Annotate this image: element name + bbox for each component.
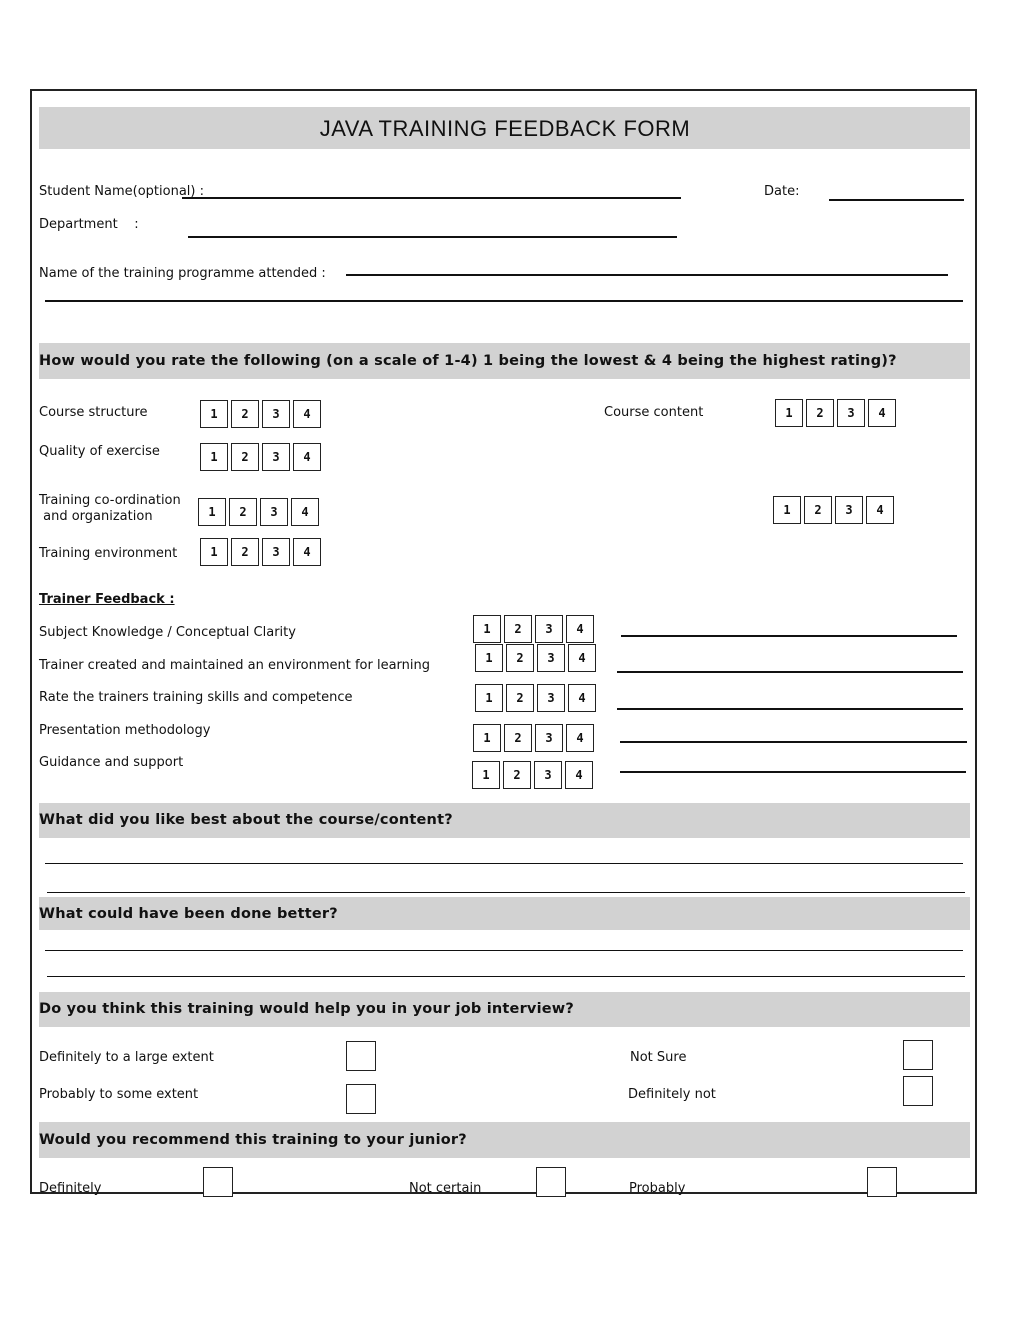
programme-field-line2[interactable] <box>45 300 963 302</box>
rating-option-4[interactable]: 4 <box>866 496 894 524</box>
extra-rating <box>773 496 894 524</box>
rating-option-2[interactable]: 2 <box>231 400 259 428</box>
course-content-label: Course content <box>604 405 704 420</box>
recommend-option-label: Not certain <box>409 1181 482 1196</box>
rating-option-3[interactable]: 3 <box>534 761 562 789</box>
rating-option-1[interactable]: 1 <box>200 400 228 428</box>
recommend-probably-checkbox[interactable] <box>867 1167 897 1197</box>
course-content-rating <box>775 399 896 427</box>
rating-heading: How would you rate the following (on a scale of 1-4) 1 being the lowest & 4 being the highest rating)? <box>39 353 897 369</box>
student-name-label: Student Name(optional) : <box>39 184 205 199</box>
rating-option-2[interactable]: 2 <box>503 761 531 789</box>
rating-option-1[interactable]: 1 <box>773 496 801 524</box>
coordination-label-line1: Training co-ordination <box>39 493 181 508</box>
rating-option-2[interactable]: 2 <box>506 684 534 712</box>
rating-option-2[interactable]: 2 <box>504 724 532 752</box>
rating-option-4[interactable]: 4 <box>293 400 321 428</box>
rating-option-4[interactable]: 4 <box>293 538 321 566</box>
rating-option-1[interactable]: 1 <box>472 761 500 789</box>
rating-option-4[interactable]: 4 <box>293 443 321 471</box>
rating-option-3[interactable]: 3 <box>262 538 290 566</box>
programme-label: Name of the training programme attended : <box>39 266 326 281</box>
rating-option-1[interactable]: 1 <box>475 644 503 672</box>
rating-option-4[interactable]: 4 <box>565 761 593 789</box>
recommend-option-label: Definitely <box>39 1181 102 1196</box>
rating-option-3[interactable]: 3 <box>535 615 563 643</box>
done-better-field-line1[interactable] <box>45 950 963 951</box>
recommend-not-certain-checkbox[interactable] <box>536 1167 566 1197</box>
rating-option-4[interactable]: 4 <box>568 684 596 712</box>
recommend-option-label: Probably <box>629 1181 686 1196</box>
date-label: Date: <box>764 184 800 199</box>
form-title: JAVA TRAINING FEEDBACK FORM <box>319 116 691 141</box>
done-better-heading: What could have been done better? <box>39 906 338 922</box>
rating-option-4[interactable]: 4 <box>291 498 319 526</box>
trainer-comment-field[interactable] <box>620 741 967 743</box>
liked-best-field-line1[interactable] <box>45 863 963 864</box>
rating-option-1[interactable]: 1 <box>200 443 228 471</box>
course-structure-rating <box>200 400 321 428</box>
rating-option-3[interactable]: 3 <box>837 399 865 427</box>
rating-option-3[interactable]: 3 <box>835 496 863 524</box>
rating-option-4[interactable]: 4 <box>568 644 596 672</box>
trainer-comment-field[interactable] <box>617 708 963 710</box>
quality-exercise-rating <box>200 443 321 471</box>
quality-exercise-label: Quality of exercise <box>39 444 160 459</box>
coordination-rating <box>198 498 319 526</box>
rating-option-3[interactable]: 3 <box>535 724 563 752</box>
trainer-item-rating <box>472 761 593 789</box>
rating-option-3[interactable]: 3 <box>537 644 565 672</box>
rating-option-1[interactable]: 1 <box>200 538 228 566</box>
rating-option-1[interactable]: 1 <box>473 724 501 752</box>
interview-heading: Do you think this training would help you in your job interview? <box>39 1001 574 1017</box>
trainer-item-label: Subject Knowledge / Conceptual Clarity <box>39 625 296 640</box>
rating-option-2[interactable]: 2 <box>506 644 534 672</box>
trainer-item-label: Rate the trainers training skills and competence <box>39 690 353 705</box>
trainer-comment-field[interactable] <box>621 635 957 637</box>
course-structure-label: Course structure <box>39 405 148 420</box>
recommend-definitely-checkbox[interactable] <box>203 1167 233 1197</box>
programme-field[interactable] <box>346 274 948 276</box>
trainer-item-label: Presentation methodology <box>39 723 211 738</box>
coordination-label-line2: and organization <box>39 509 153 524</box>
trainer-comment-field[interactable] <box>620 771 966 773</box>
trainer-feedback-heading: Trainer Feedback : <box>39 592 175 607</box>
trainer-item-rating <box>475 644 596 672</box>
rating-option-2[interactable]: 2 <box>804 496 832 524</box>
environment-rating <box>200 538 321 566</box>
rating-option-1[interactable]: 1 <box>198 498 226 526</box>
rating-option-1[interactable]: 1 <box>475 684 503 712</box>
rating-option-2[interactable]: 2 <box>229 498 257 526</box>
department-label: Department : <box>39 217 139 232</box>
interview-some-extent-checkbox[interactable] <box>346 1084 376 1114</box>
rating-option-3[interactable]: 3 <box>260 498 288 526</box>
rating-option-1[interactable]: 1 <box>775 399 803 427</box>
interview-definitely-not-checkbox[interactable] <box>903 1076 933 1106</box>
date-field[interactable] <box>829 199 964 201</box>
rating-option-2[interactable]: 2 <box>231 538 259 566</box>
interview-option-label: Definitely to a large extent <box>39 1050 214 1065</box>
rating-option-4[interactable]: 4 <box>566 615 594 643</box>
done-better-field-line2[interactable] <box>47 976 965 977</box>
rating-option-3[interactable]: 3 <box>262 400 290 428</box>
trainer-item-label: Guidance and support <box>39 755 184 770</box>
rating-option-3[interactable]: 3 <box>537 684 565 712</box>
interview-not-sure-checkbox[interactable] <box>903 1040 933 1070</box>
rating-option-3[interactable]: 3 <box>262 443 290 471</box>
rating-option-1[interactable]: 1 <box>473 615 501 643</box>
rating-option-4[interactable]: 4 <box>868 399 896 427</box>
trainer-item-rating <box>473 724 594 752</box>
liked-best-field-line2[interactable] <box>47 892 965 893</box>
recommend-heading: Would you recommend this training to your junior? <box>39 1132 467 1148</box>
rating-option-2[interactable]: 2 <box>231 443 259 471</box>
trainer-item-rating <box>475 684 596 712</box>
liked-best-heading: What did you like best about the course/content? <box>39 812 453 828</box>
trainer-item-rating <box>473 615 594 643</box>
interview-option-label: Definitely not <box>628 1087 716 1102</box>
rating-option-4[interactable]: 4 <box>566 724 594 752</box>
trainer-item-label: Trainer created and maintained an environment for learning <box>39 658 430 673</box>
environment-label: Training environment <box>39 546 178 561</box>
interview-option-label: Not Sure <box>630 1050 687 1065</box>
trainer-comment-field[interactable] <box>617 671 963 673</box>
rating-option-2[interactable]: 2 <box>806 399 834 427</box>
interview-option-label: Probably to some extent <box>39 1087 199 1102</box>
department-field[interactable] <box>188 236 677 238</box>
rating-option-2[interactable]: 2 <box>504 615 532 643</box>
interview-large-extent-checkbox[interactable] <box>346 1041 376 1071</box>
student-name-field[interactable] <box>182 197 681 199</box>
